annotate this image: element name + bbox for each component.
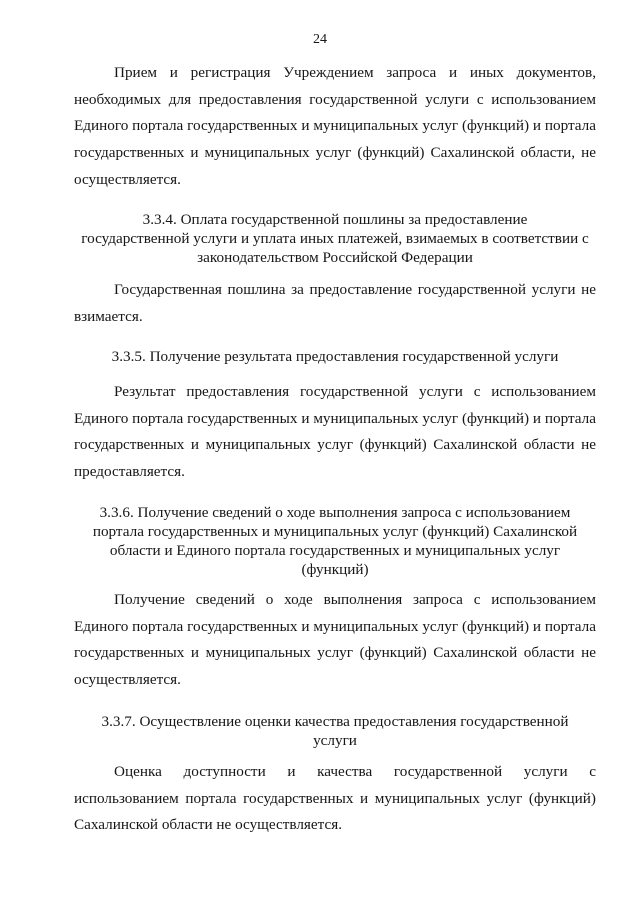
heading-3-3-7-line-1: 3.3.7. Осуществление оценки качества предоставления государственной: [101, 713, 569, 730]
paragraph-result: [74, 379, 596, 486]
paragraph-registration: [74, 60, 596, 194]
heading-3-3-4: [74, 210, 596, 267]
paragraph-quality-assessment-text: Оценка доступности и качества государственной услуги с использованием портала государственных и муниципальных услуг (функций) Сахалинской области не осуществляется.: [74, 763, 596, 834]
heading-3-3-6-line-4: (функций): [301, 561, 369, 578]
heading-3-3-4-line-1: 3.3.4. Оплата государственной пошлины за предоставление: [142, 211, 528, 228]
heading-3-3-7: [74, 712, 596, 750]
paragraph-state-fee: [74, 277, 596, 330]
paragraph-result-text: Результат предоставления государственной услуги с использованием Единого портала государственных и муниципальных услуг (функций) и портала государственных и муниципальных услуг (функций) Сахалинской области не предоставляется.: [74, 383, 596, 481]
page-number: 24: [313, 32, 327, 47]
heading-3-3-6: [74, 503, 596, 579]
paragraph-quality-assessment: [74, 759, 596, 839]
heading-3-3-5-line-1: 3.3.5. Получение результата предоставления государственной услуги: [111, 348, 559, 365]
paragraph-registration-text: Прием и регистрация Учреждением запроса и иных документов, необходимых для предоставления государственной услуги с использованием Единого портала государственных и муниципальных услуг (функций) и портала государственных и муниципальных услуг (функций) Сахалинской области, не осуществляется.: [74, 64, 596, 188]
paragraph-request-status: [74, 587, 596, 694]
heading-3-3-5: [74, 347, 596, 366]
paragraph-state-fee-text: Государственная пошлина за предоставление государственной услуги не взимается.: [74, 281, 596, 325]
heading-3-3-4-line-2: государственной услуги и уплата иных платежей, взимаемых в соответствии с: [81, 230, 589, 247]
heading-3-3-7-line-2: услуги: [313, 732, 357, 749]
heading-3-3-6-line-3: области и Единого портала государственных и муниципальных услуг: [109, 542, 561, 559]
heading-3-3-6-line-2: портала государственных и муниципальных услуг (функций) Сахалинской: [92, 523, 578, 540]
heading-3-3-4-line-3: законодательством Российской Федерации: [197, 249, 473, 266]
paragraph-request-status-text: Получение сведений о ходе выполнения запроса с использованием Единого портала государственных и муниципальных услуг (функций) и портала государственных и муниципальных услуг (функций) Сахалинской области не осуществляется.: [74, 591, 596, 689]
heading-3-3-6-line-1: 3.3.6. Получение сведений о ходе выполнения запроса с использованием: [99, 504, 571, 521]
